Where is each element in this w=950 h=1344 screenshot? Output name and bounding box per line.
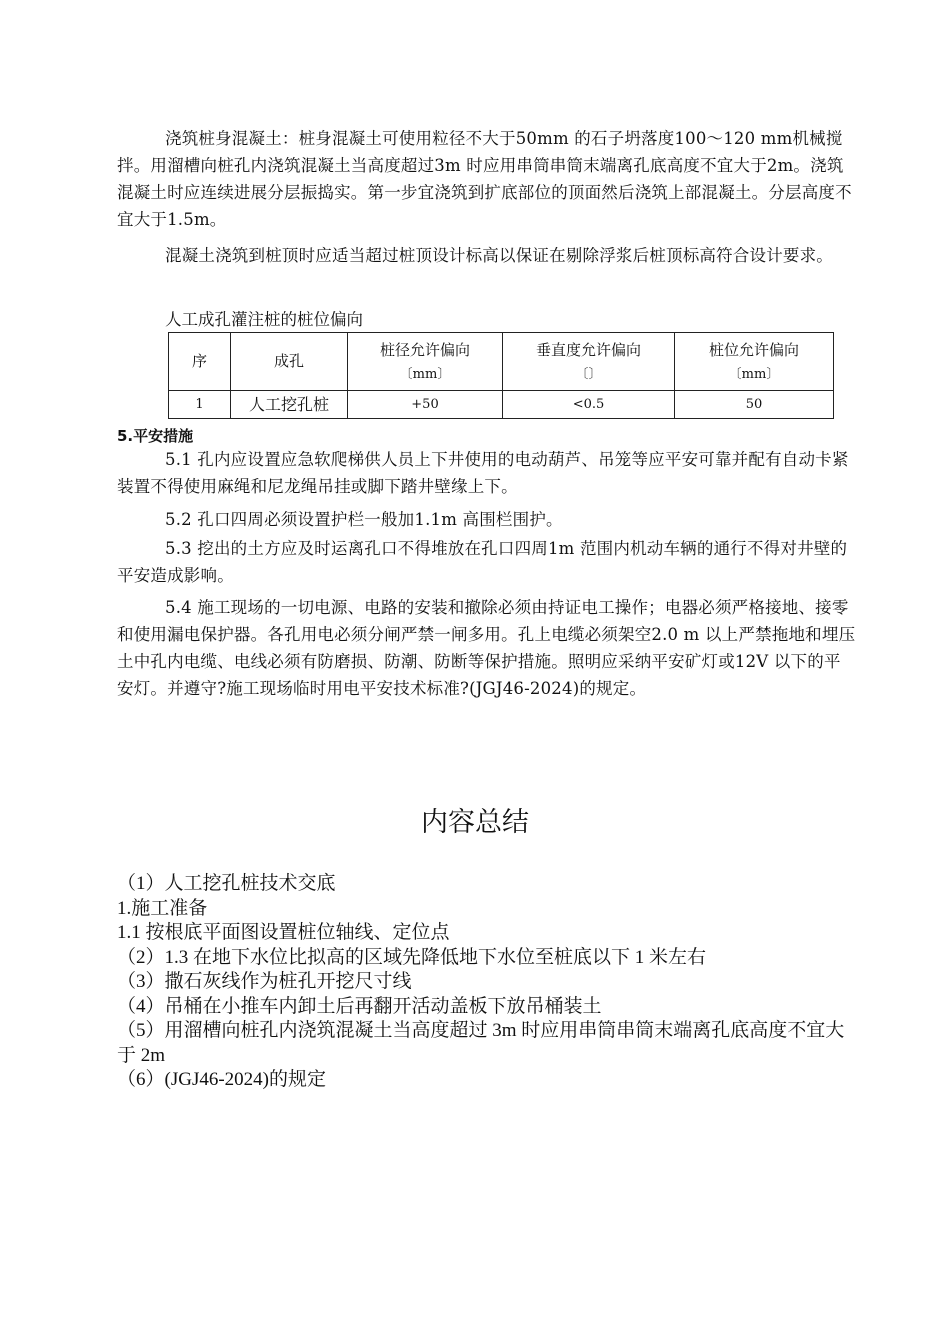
summary-title: 内容总结 [421,807,529,838]
table-caption: 人工成孔灌注桩的桩位偏向 [165,310,363,329]
header-cell-position [675,333,834,391]
table-cell: +50 [348,391,503,419]
summary-list [117,872,857,1093]
section-heading: 5.平安措施 [117,427,194,445]
table-header-row [169,333,834,391]
summary-item: （3）撒石灰线作为桩孔开挖尺寸线 [117,971,412,992]
header-unit: 〔mm〕 [728,367,780,382]
summary-item: 1.1 按根底平面图设置桩位轴线、定位点 [117,922,450,943]
paragraph-pile-top: 混凝土浇筑到桩顶时应适当超过桩顶设计标高以保证在剔除浮浆后桩顶标高符合设计要求。 [165,246,833,265]
header-label: 成孔 [273,352,304,370]
summary-item: （2）1.3 在地下水位比拟高的区域先降低地下水位至桩底以下 1 米左右 [117,946,707,968]
header-cell-hole [231,333,348,391]
header-label: 序 [191,352,207,370]
paragraph-pouring-concrete: 浇筑桩身混凝土：桩身混凝土可使用粒径不大于50mm 的石子坍落度100～120 mm机械搅拌。用溜槽向桩孔内浇筑混凝土当高度超过3m 时应用串筒串筒末端离孔底高度不宜大于2m。浇筑混凝土时应连续进展分层振捣实。第一步宜浇筑到扩底部位的顶面然后浇筑上部混凝土。分层高度不宜大于1.5m。 [117,129,852,229]
section-item-5-1: 5.1 孔内应设置应急软爬梯供人员上下井使用的电动葫芦、吊笼等应平安可靠并配有自动卡紧装置不得使用麻绳和尼龙绳吊挂或脚下踏井壁缘上下。 [117,450,849,496]
header-label: 桩位允许偏向 [708,341,799,359]
header-unit: 〔〕 [575,367,602,382]
header-cell-verticality [503,333,675,391]
summary-item: （6）(JGJ46-2024)的规定 [117,1069,326,1090]
table-row [169,391,834,419]
summary-item: （1）人工挖孔桩技术交底 [117,873,336,894]
header-unit: 〔mm〕 [399,367,451,382]
summary-item: （4）吊桶在小推车内卸土后再翻开活动盖板下放吊桶装土 [117,995,602,1017]
section-item-5-3: 5.3 挖出的土方应及时运离孔口不得堆放在孔口四周1m 范围内机动车辆的通行不得对井壁的平安造成影响。 [117,539,848,585]
header-label: 垂直度允许偏向 [535,341,641,359]
table-cell: <0.5 [503,391,675,419]
pile-deviation-table [168,332,834,419]
table-cell: 人工挖孔桩 [231,391,348,419]
table-cell: 50 [675,391,834,419]
summary-item: 1.施工准备 [117,897,208,919]
section-item-5-2: 5.2 孔口四周必须设置护栏一般加1.1m 高围栏围护。 [165,510,563,529]
summary-item: （5）用溜槽向桩孔内浇筑混凝土当高度超过 3m 时应用串筒串筒末端离孔底高度不宜大于 2m [117,1020,845,1066]
section-item-5-4: 5.4 施工现场的一切电源、电路的安装和撤除必须由持证电工操作；电器必须严格接地、接零和使用漏电保护器。各孔用电必须分闸严禁一闸多用。孔上电缆必须架空2.0 m 以上严禁拖地和埋压土中孔内电缆、电线必须有防磨损、防潮、防断等保护措施。照明应采纳平安矿灯或12V 以下的平安灯。并遵守?施工现场临时用电平安技术标准?(JGJ46-2024)的规定。 [117,598,856,698]
table-cell: 1 [169,391,231,419]
header-cell-index [169,333,231,391]
header-cell-diameter [348,333,503,391]
header-label: 桩径允许偏向 [379,341,470,359]
